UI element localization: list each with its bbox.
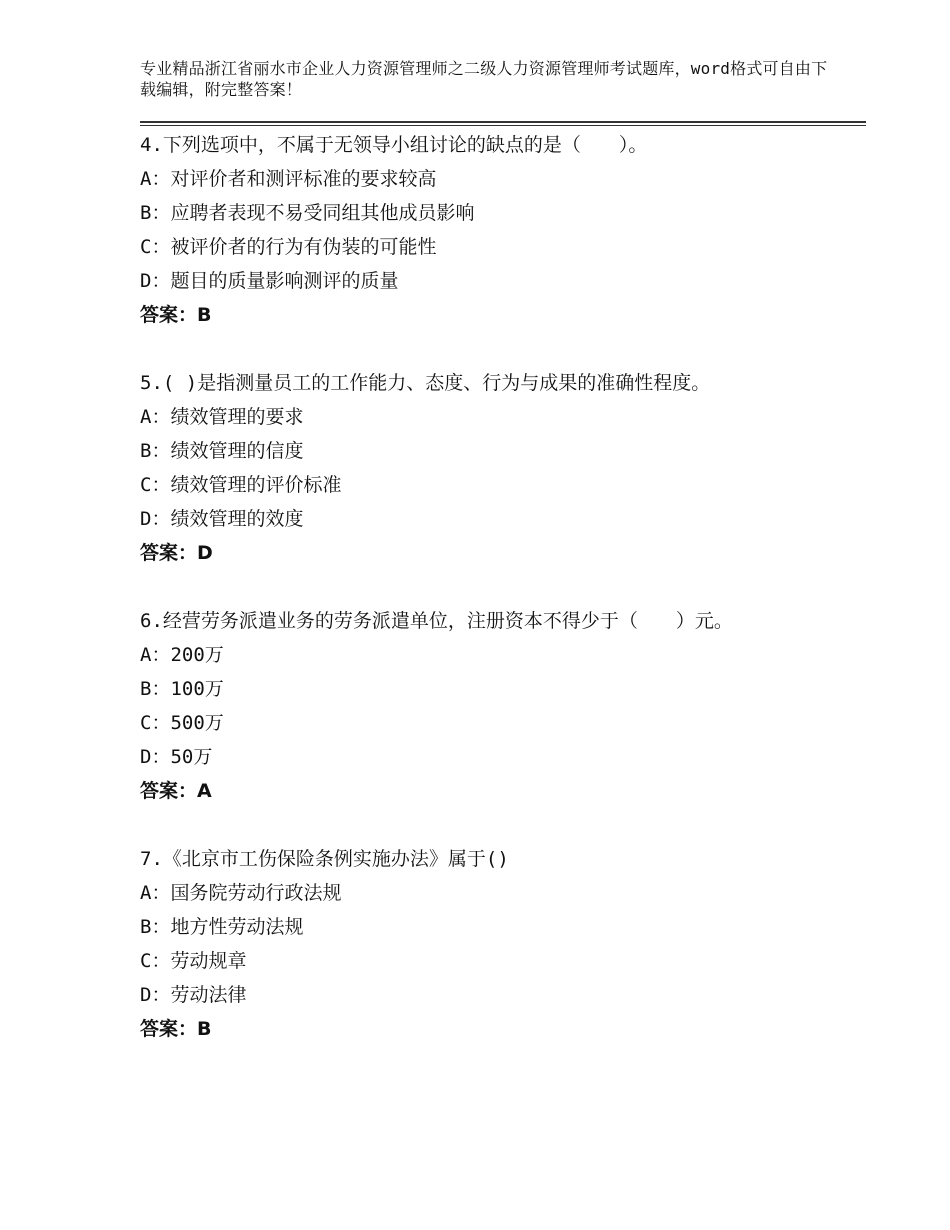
question-5 [140,366,840,570]
answer-label: 答案：B [140,304,212,326]
option-c: C：被评价者的行为有伪装的可能性 [140,236,437,258]
question-4 [140,128,840,332]
option-a: A：对评价者和测评标准的要求较高 [140,168,437,190]
option-b: B：100万 [140,678,224,700]
answer-label: 答案：D [140,542,213,564]
question-7 [140,842,840,1046]
option-d: D：题目的质量影响测评的质量 [140,270,399,292]
header-rule-thick [140,121,866,123]
answer-label: 答案：A [140,780,212,802]
option-d: D：50万 [140,746,213,768]
option-b: B：绩效管理的信度 [140,440,304,462]
document-header: 专业精品浙江省丽水市企业人力资源管理师之二级人力资源管理师考试题库，word格式可自由下载编辑，附完整答案！ [140,59,828,99]
question-stem: 7.《北京市工伤保险条例实施办法》属于() [140,848,509,870]
answer-label: 答案：B [140,1018,212,1040]
option-a: A：国务院劳动行政法规 [140,882,342,904]
question-stem: 4.下列选项中，不属于无领导小组讨论的缺点的是（ ）。 [140,134,648,156]
option-d: D：绩效管理的效度 [140,508,304,530]
option-d: D：劳动法律 [140,984,247,1006]
question-6 [140,604,840,808]
option-a: A：200万 [140,644,224,666]
question-list [140,128,840,1080]
question-stem: 5.( )是指测量员工的工作能力、态度、行为与成果的准确性程度。 [140,372,711,394]
question-stem: 6.经营劳务派遣业务的劳务派遣单位，注册资本不得少于（ ）元。 [140,610,733,632]
option-b: B：地方性劳动法规 [140,916,304,938]
option-c: C：劳动规章 [140,950,247,972]
option-b: B：应聘者表现不易受同组其他成员影响 [140,202,475,224]
header-rule-thin [140,125,866,126]
option-a: A：绩效管理的要求 [140,406,304,428]
option-c: C：500万 [140,712,224,734]
option-c: C：绩效管理的评价标准 [140,474,342,496]
